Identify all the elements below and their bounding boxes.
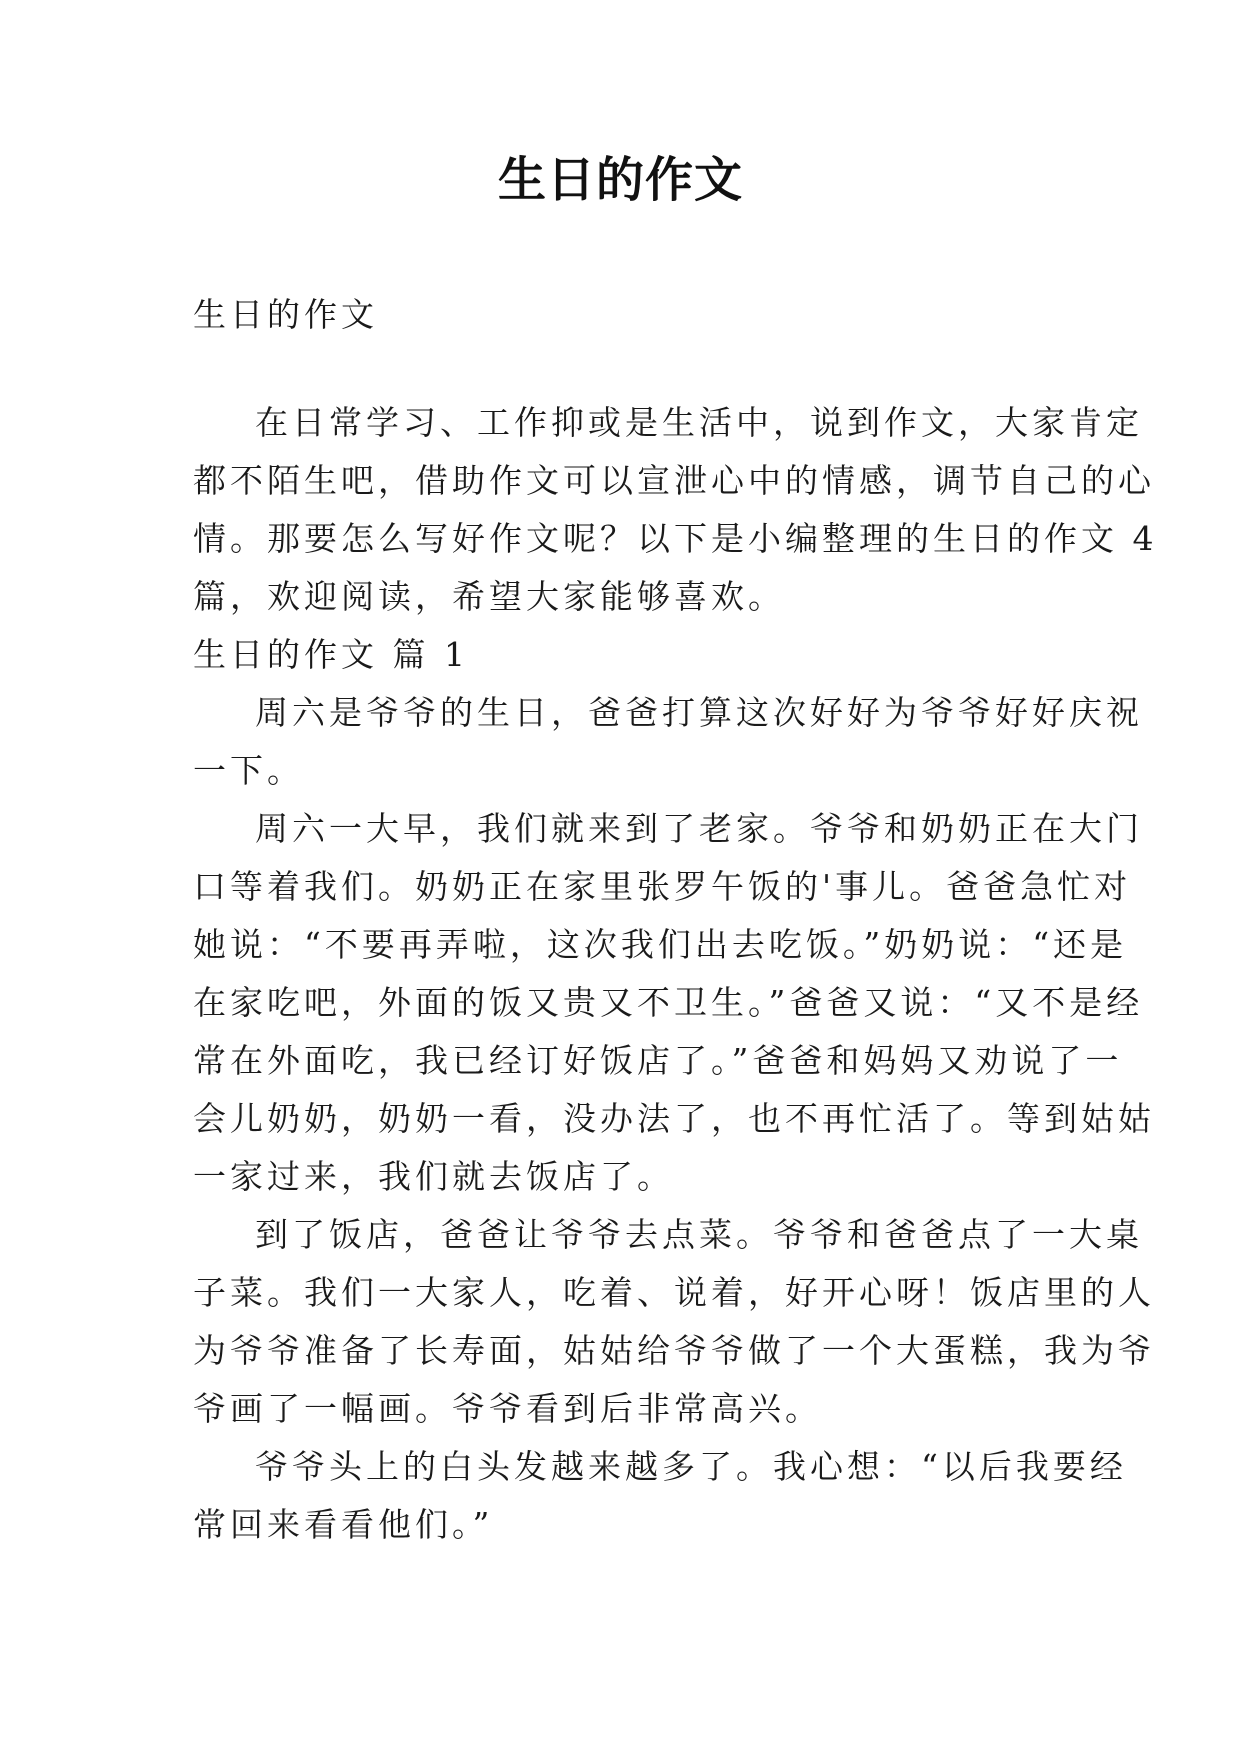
text-line: 会儿奶奶，奶奶一看，没办法了，也不再忙活了。等到姑姑 bbox=[193, 1099, 1155, 1138]
text-line: 爷画了一幅画。爷爷看到后非常高兴。 bbox=[193, 1389, 822, 1428]
text-line: 到了饭店，爸爸让爷爷去点菜。爷爷和爸爸点了一大桌 bbox=[255, 1215, 1143, 1254]
document-body bbox=[193, 286, 1158, 1554]
text-line: 都不陌生吧，借助作文可以宣泄心中的情感，调节自己的心 bbox=[193, 461, 1155, 500]
text-line: 情。那要怎么写好作文呢？以下是小编整理的生日的作文 4 bbox=[193, 519, 1158, 558]
text-line: 一下。 bbox=[193, 751, 304, 790]
text-line: 生日的作文 篇 1 bbox=[193, 635, 469, 674]
text-line: 子菜。我们一大家人，吃着、说着，好开心呀！饭店里的人 bbox=[193, 1273, 1155, 1312]
text-line: 在日常学习、工作抑或是生活中，说到作文，大家肯定 bbox=[255, 403, 1143, 442]
document-title: 生日的作文 bbox=[497, 152, 743, 208]
document-subtitle: 生日的作文 bbox=[193, 295, 378, 334]
text-line: 她说：“不要再弄啦，这次我们出去吃饭。”奶奶说：“还是 bbox=[193, 925, 1128, 964]
text-line: 篇，欢迎阅读，希望大家能够喜欢。 bbox=[193, 577, 785, 616]
text-line: 为爷爷准备了长寿面，姑姑给爷爷做了一个大蛋糕，我为爷 bbox=[193, 1331, 1155, 1370]
text-line: 一家过来，我们就去饭店了。 bbox=[193, 1157, 674, 1196]
text-line: 口等着我们。奶奶正在家里张罗午饭的'事儿。爸爸急忙对 bbox=[193, 867, 1132, 906]
text-line: 周六一大早，我们就来到了老家。爷爷和奶奶正在大门 bbox=[255, 809, 1143, 848]
text-line: 常回来看看他们。” bbox=[193, 1505, 494, 1544]
text-line: 常在外面吃，我已经订好饭店了。”爸爸和妈妈又劝说了一 bbox=[193, 1041, 1123, 1080]
text-line: 爷爷头上的白头发越来越多了。我心想：“以后我要经 bbox=[255, 1447, 1127, 1486]
text-lines bbox=[193, 394, 1158, 1554]
text-line: 在家吃吧，外面的饭又贵又不卫生。”爸爸又说：“又不是经 bbox=[193, 983, 1144, 1022]
paragraph-gap bbox=[193, 344, 1055, 394]
text-line: 周六是爷爷的生日，爸爸打算这次好好为爷爷好好庆祝 bbox=[255, 693, 1143, 732]
